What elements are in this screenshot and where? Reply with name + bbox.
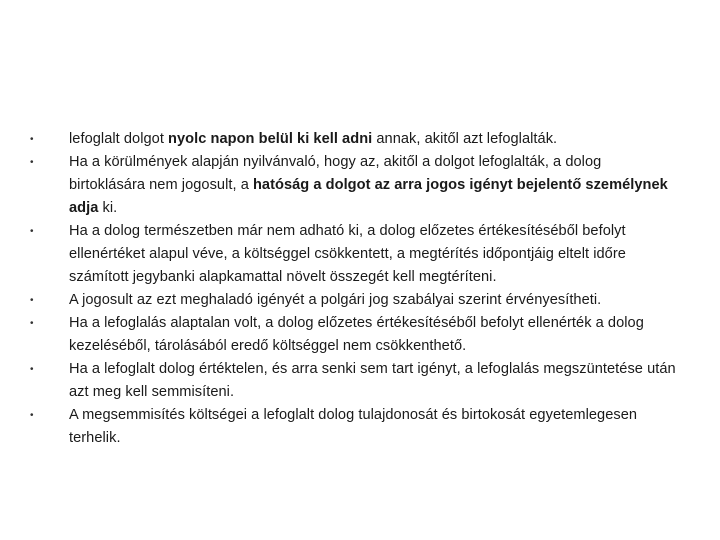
bullet-item: [28, 289, 678, 312]
text-segment: Ha a körülmények alapján nyilvánvaló, hogy az, akitől a dolgot lefoglalták, a dolog birtoklására nem jogosult, a: [69, 154, 602, 193]
text-segment: Ha a lefoglalás alaptalan volt, a dolog előzetes értékesítéséből befolyt ellenérték a dolog kezeléséből, tárolásából eredő költséggel nem csökkenthető.: [69, 315, 644, 354]
text-segment: Ha a dolog természetben már nem adható ki, a dolog előzetes értékesítéséből befolyt ellenértéket alapul véve, a költséggel csökkentett, a megtérítés időpontjáig eltelt időre számított jegybanki alapkamattal növelt összegét kell megtéríteni.: [69, 223, 626, 285]
text-segment: A megsemmisítés költségei a lefoglalt dolog tulajdonosát és birtokosát egyetemlegesen terhelik.: [69, 407, 638, 446]
bullet-text: [69, 131, 557, 147]
bullet-text: [69, 154, 668, 216]
bullet-item: [28, 312, 678, 358]
bold-text-segment: nyolc napon belül ki kell adni: [168, 131, 373, 147]
bullet-item: [28, 151, 678, 220]
bullet-dot-icon: •: [30, 295, 34, 306]
text-segment: ki.: [98, 200, 118, 216]
bullet-dot-icon: •: [30, 410, 34, 421]
bold-text-segment: hatóság a dolgot az arra jogos igényt bejelentő személynek adja: [69, 177, 668, 216]
bullet-dot-icon: •: [30, 318, 34, 329]
text-segment: A jogosult az ezt meghaladó igényét a polgári jog szabályai szerint érvényesítheti.: [69, 292, 602, 308]
bullet-text: [69, 292, 601, 308]
bullet-dot-icon: •: [30, 134, 34, 145]
bullet-item: [28, 128, 678, 151]
bullet-text: [69, 315, 644, 354]
bullet-dot-icon: •: [30, 157, 34, 168]
bullet-dot-icon: •: [30, 226, 34, 237]
bullet-item: [28, 220, 678, 289]
text-segment: annak, akitől azt lefoglalták.: [372, 131, 558, 147]
text-segment: Ha a lefoglalt dolog értéktelen, és arra senki sem tart igényt, a lefoglalás megszüntetése után azt meg kell semmisíteni.: [69, 361, 676, 400]
bullet-dot-icon: •: [30, 364, 34, 375]
bullet-list: [28, 128, 678, 450]
bullet-item: [28, 358, 678, 404]
bullet-text: [69, 361, 676, 400]
bullet-text: [69, 223, 626, 285]
bullet-text: [69, 407, 637, 446]
text-segment: lefoglalt dolgot: [69, 131, 169, 147]
bullet-item: [28, 404, 678, 450]
